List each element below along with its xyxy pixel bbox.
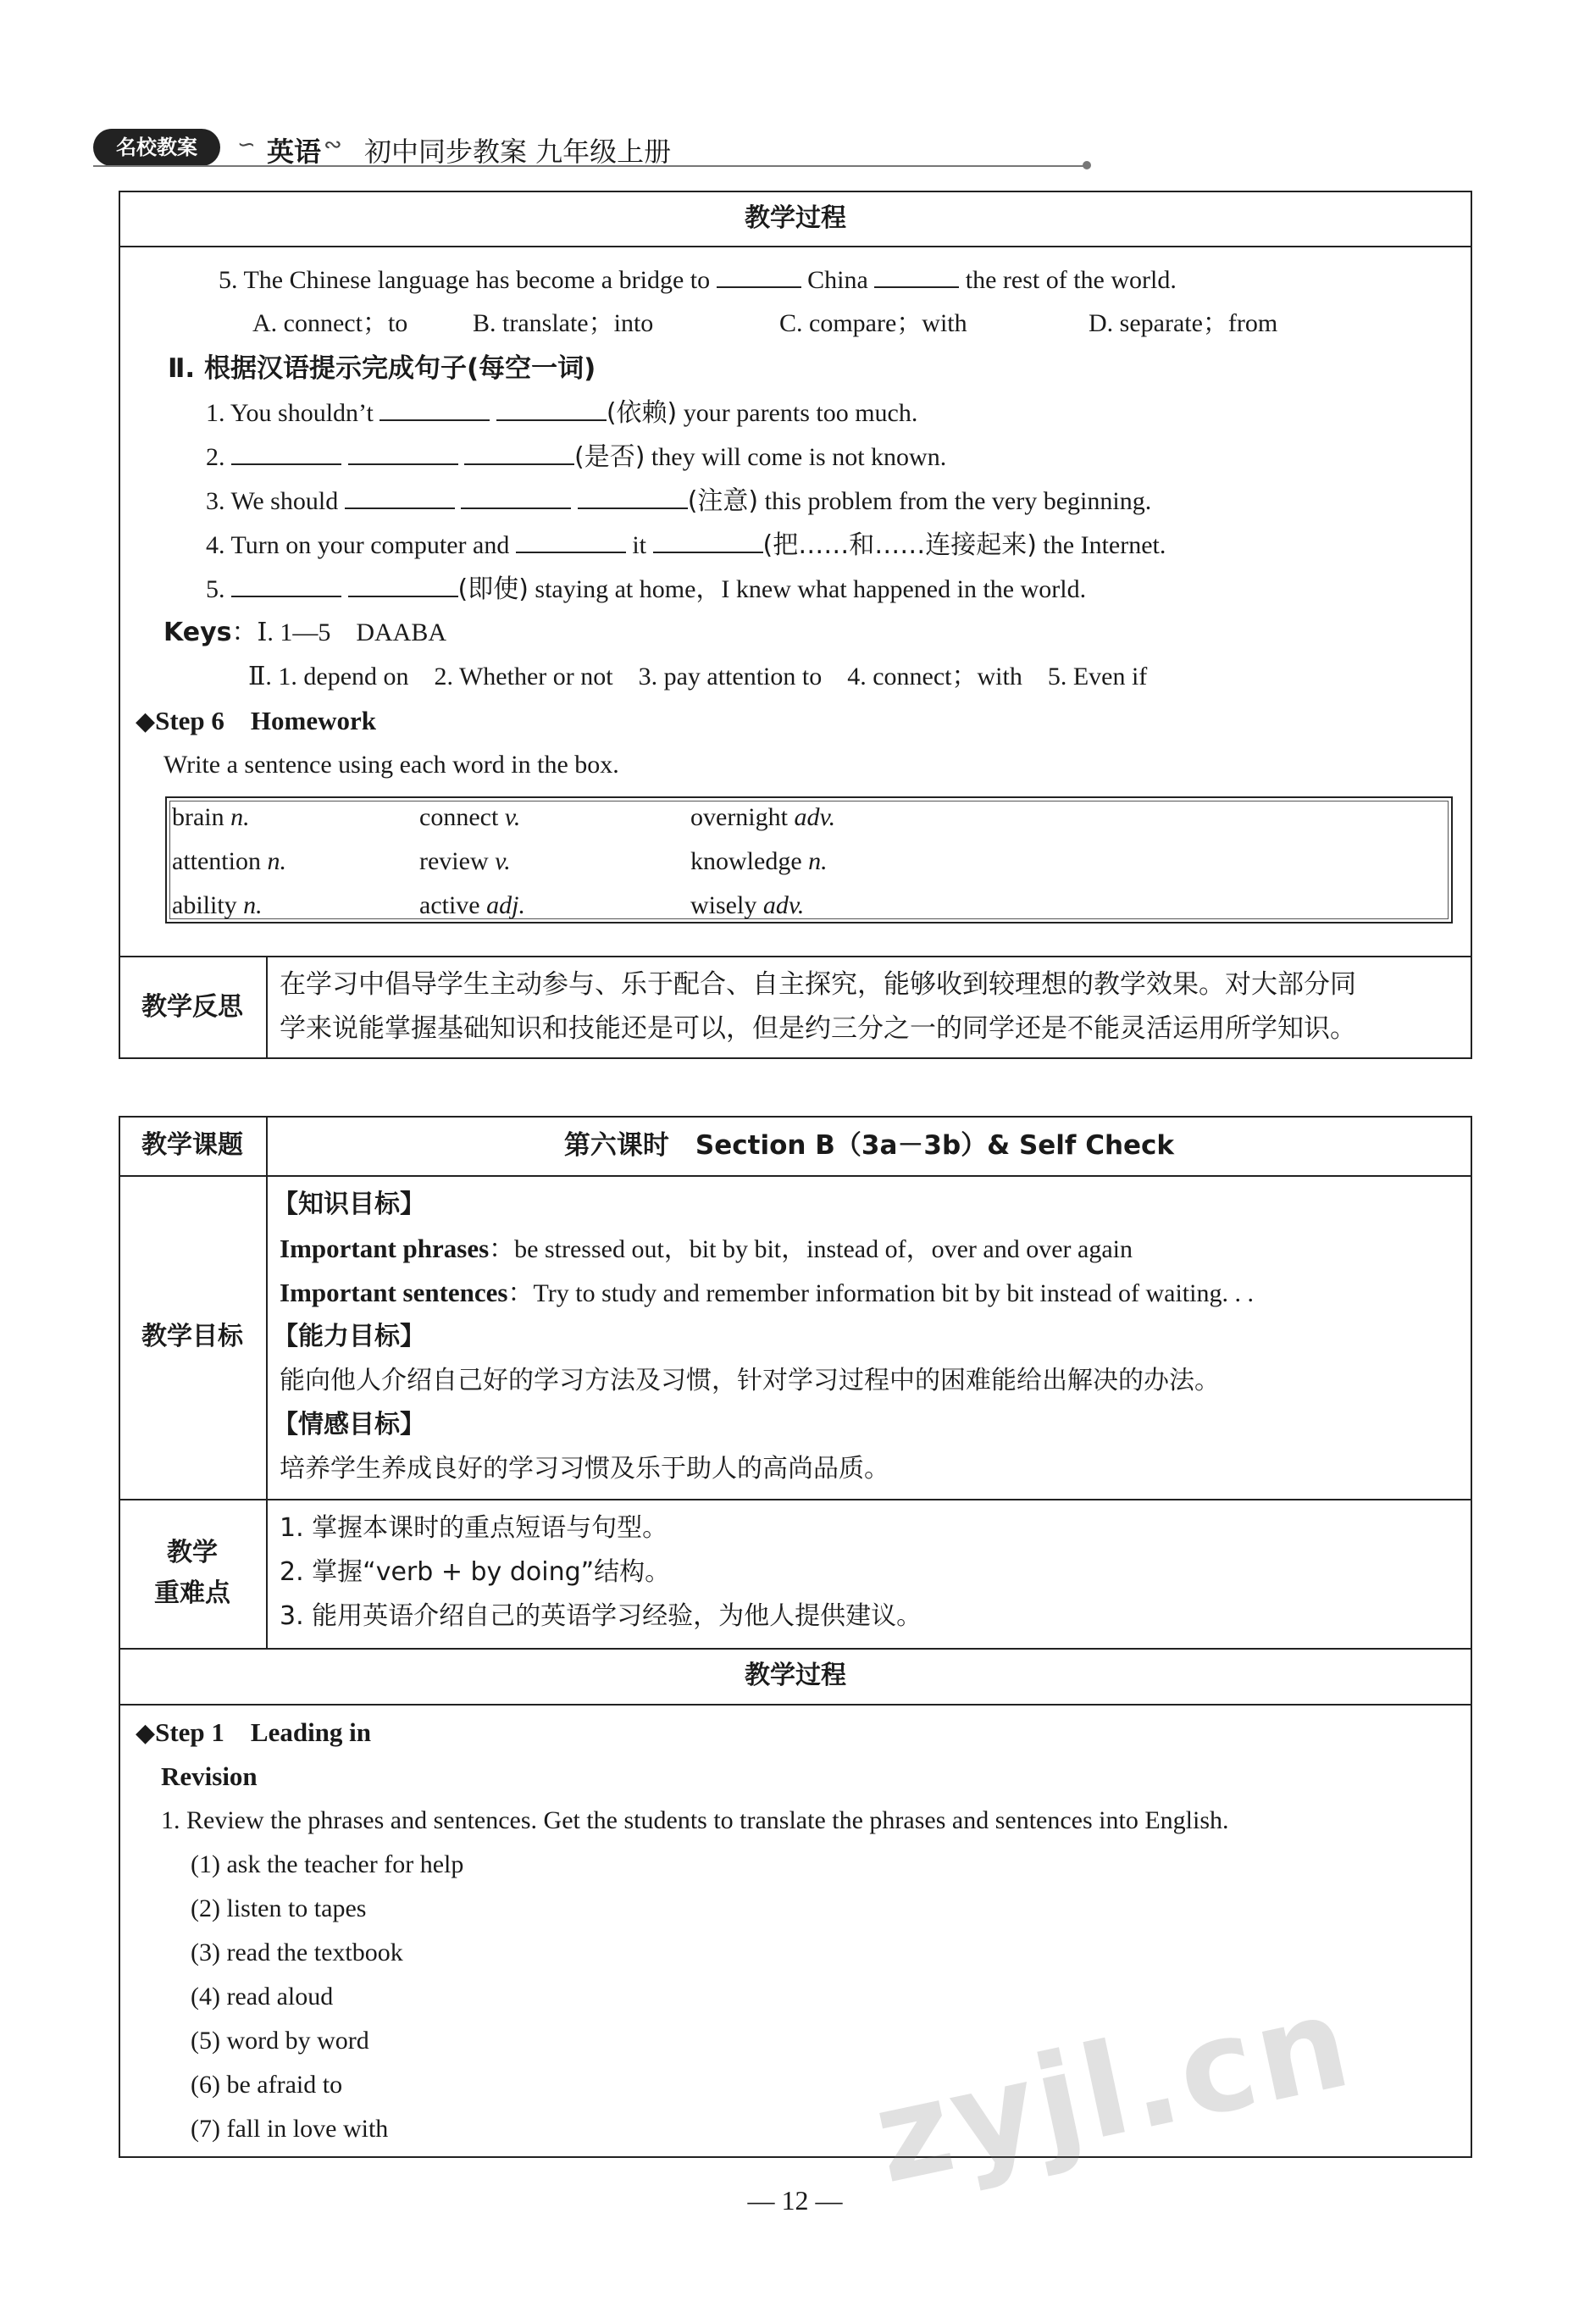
phrase-item: (6) be afraid to	[191, 2071, 343, 2099]
s5-blank-2[interactable]	[348, 570, 458, 597]
q5-option-d[interactable]: D. separate；from	[1089, 309, 1278, 337]
phrase-item: (4) read aloud	[191, 1983, 334, 2011]
emotion-goal-text: 培养学生养成良好的学习习惯及乐于助人的高尚品质。	[280, 1454, 889, 1484]
keypoint-3: 3. 能用英语介绍自己的英语学习经验，为他人提供建议。	[280, 1601, 922, 1631]
sentence-1: 1. You shouldn’t (依赖) your parents too much.	[206, 394, 917, 432]
important-phrases: Important phrases：be stressed out，bit by bit，instead of，over and over again	[280, 1234, 1133, 1263]
process-title: 教学过程	[745, 1661, 846, 1690]
header-rule-dot-icon	[1083, 161, 1091, 169]
s5-blank-1[interactable]	[231, 570, 341, 597]
page-header	[93, 127, 1093, 169]
phrase-item: (7) fall in love with	[191, 2115, 389, 2143]
s2-blank-1[interactable]	[231, 438, 341, 465]
s2-blank-2[interactable]	[348, 438, 458, 465]
keypoints-top-rule	[119, 1499, 1472, 1500]
ornament-right-icon: ∾	[324, 132, 342, 158]
part2-title: Ⅱ. 根据汉语提示完成句子(每空一词)	[168, 353, 596, 384]
q5-stem: 5. The Chinese language has become a bridge to China the rest of the world.	[219, 261, 1177, 299]
s1-blank-1[interactable]	[379, 394, 490, 421]
review-instruction: 1. Review the phrases and sentences. Get the students to translate the phrases and sentences into English.	[161, 1806, 1229, 1834]
word-box-entry: attention n.	[172, 847, 286, 875]
word-box-entry: active adj.	[419, 891, 525, 919]
reflection-divider	[266, 956, 268, 1059]
topic-title: 第六课时 Section B（3a－3b）& Self Check	[563, 1130, 1175, 1161]
logo: 名校教案	[93, 129, 220, 166]
s4-blank-1[interactable]	[516, 526, 626, 553]
sentence-3: 3. We should (注意) this problem from the very beginning.	[206, 482, 1151, 520]
header-rule	[93, 165, 1084, 167]
goals-label: 教学目标	[141, 1322, 243, 1351]
sentence-2: 2. (是否) they will come is not known.	[206, 438, 946, 476]
topic-row-rule	[119, 1175, 1472, 1177]
q5-option-c[interactable]: C. compare；with	[779, 309, 967, 337]
keypoints-label: 教学 重难点	[154, 1538, 230, 1608]
knowledge-goal-tag: 【知识目标】	[273, 1190, 425, 1219]
q5-option-b[interactable]: B. translate；into	[473, 309, 654, 337]
word-box-entry: knowledge n.	[690, 847, 828, 875]
s3-blank-1[interactable]	[345, 482, 455, 509]
section1-title-rule	[119, 246, 1472, 247]
book-title: 初中同步教案 九年级上册	[364, 136, 672, 168]
topic-label: 教学课题	[141, 1130, 243, 1160]
keys-line-1: Keys：Ⅰ. 1—5 DAABA	[163, 618, 447, 647]
word-box-entry: ability n.	[172, 891, 263, 919]
q5-option-a[interactable]: A. connect；to	[252, 309, 408, 337]
watermark: zyjl.cn	[862, 1967, 1365, 2213]
reflection-top-rule	[119, 956, 1472, 957]
q5-blank-2[interactable]	[874, 261, 959, 288]
reflection-line-2: 学来说能掌握基础知识和技能还是可以，但是约三分之一的同学还是不能灵活运用所学知识。	[280, 1013, 1356, 1044]
word-box-entry: brain n.	[172, 803, 250, 831]
important-sentences: Important sentences：Try to study and remember information bit by bit instead of waiting. . .	[280, 1278, 1254, 1307]
process-top-rule	[119, 1648, 1472, 1650]
diamond-icon: ◆	[136, 1718, 156, 1748]
word-box-entry: wisely adv.	[690, 891, 805, 919]
page-number: — 12 —	[747, 2185, 843, 2216]
phrase-item: (1) ask the teacher for help	[191, 1850, 464, 1878]
s1-blank-2[interactable]	[496, 394, 607, 421]
ability-goal-tag: 【能力目标】	[273, 1322, 425, 1351]
word-box-entry: connect v.	[419, 803, 521, 831]
reflection-line-1: 在学习中倡导学生主动参与、乐于配合、自主探究，能够收到较理想的教学效果。对大部分同	[280, 969, 1356, 1000]
ability-goal-text: 能向他人介绍自己好的学习方法及习惯，针对学习过程中的困难能给出解决的办法。	[280, 1366, 1220, 1395]
revision-heading: Revision	[161, 1761, 258, 1791]
ornament-left-icon: ∽	[237, 132, 256, 158]
word-box-entry: review v.	[419, 847, 511, 875]
step1-heading: ◆Step 1 Leading in	[136, 1717, 372, 1748]
keypoint-2: 2. 掌握“verb + by doing”结构。	[280, 1557, 671, 1587]
step6-heading: ◆Step 6 Homework	[136, 706, 376, 736]
label-column-divider	[266, 1116, 268, 1648]
process-bottom-rule	[119, 1704, 1472, 1706]
word-box-entry: overnight adv.	[690, 803, 836, 831]
sentence-4: 4. Turn on your computer and it (把……和……连接起来) the Internet.	[206, 526, 1166, 564]
step6-instruction: Write a sentence using each word in the box.	[163, 751, 619, 779]
keys-line-2: Ⅱ. 1. depend on 2. Whether or not 3. pay attention to 4. connect；with 5. Even if	[248, 663, 1148, 691]
reflection-label: 教学反思	[141, 992, 243, 1022]
s2-blank-3[interactable]	[464, 438, 574, 465]
phrase-item: (2) listen to tapes	[191, 1894, 367, 1922]
subject-label: 英语	[267, 136, 322, 168]
s3-blank-2[interactable]	[461, 482, 571, 509]
keypoint-1: 1. 掌握本课时的重点短语与句型。	[280, 1513, 668, 1543]
phrase-item: (5) word by word	[191, 2027, 369, 2055]
section1-title: 教学过程	[745, 203, 846, 233]
diamond-icon: ◆	[136, 707, 156, 736]
sentence-5: 5. (即使) staying at home，I knew what happened in the world.	[206, 570, 1086, 608]
s3-blank-3[interactable]	[578, 482, 688, 509]
emotion-goal-tag: 【情感目标】	[273, 1410, 425, 1439]
s4-blank-2[interactable]	[653, 526, 763, 553]
q5-blank-1[interactable]	[717, 261, 801, 288]
phrase-item: (3) read the textbook	[191, 1939, 403, 1966]
